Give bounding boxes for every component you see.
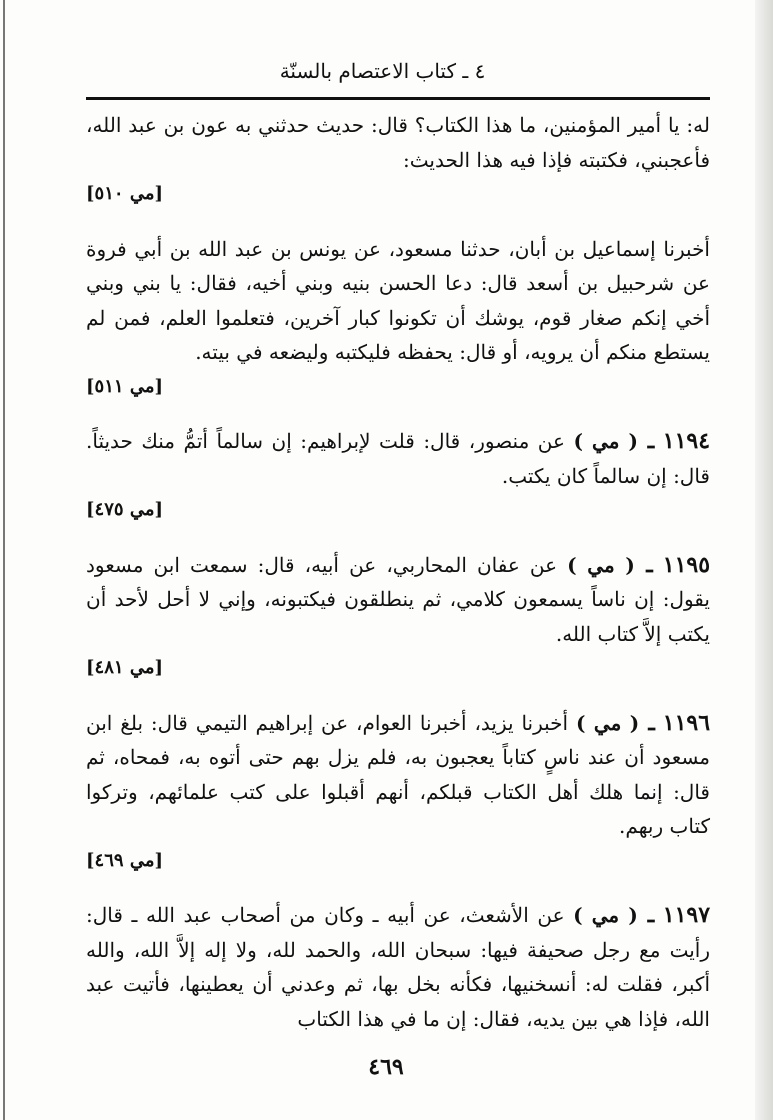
source-code: ( مي ) — [567, 552, 635, 577]
entry-text: عن منصور، قال: قلت لإبراهيم: إن سالماً أتمُّ منك حديثاً. قال: إن سالماً كان يكتب. — [86, 429, 710, 488]
source-code: ( مي ) — [575, 710, 640, 735]
hadith-entry-1196: ١١٩٦ ـ ( مي ) أخبرنا يزيد، أخبرنا العوام، عن إبراهيم التيمي قال: بلغ ابن مسعود أن عند ناسٍ كتاباً يعجبون به، فلم يزل بهم حتى أتوه به، فمحاه، ثم قال: إنما هلك أهل الكتاب قبلكم، أنهم أقبلوا على كتب علمائهم، وتركوا كتاب ربهم. [مي ٤٦٩] — [86, 706, 710, 879]
binding-shadow — [755, 0, 773, 1120]
entry-text: عن الأشعث، عن أبيه ـ وكان من أصحاب عبد الله ـ قال: رأيت مع رجل صحيفة فيها: سبحان الله، والحمد لله، ولا إله إلاَّ الله، والله أكبر، فقلت له: أنسخنيها، فكأنه بخل بها، ثم وعدني أن يعطينها، فأتيت عبد الله، فإذا هي بين يديه، فقال: إن ما في هذا الكتاب — [86, 903, 710, 1031]
hadith-number: ١١٩٤ — [662, 428, 711, 454]
source-code: ( مي ) — [573, 429, 638, 453]
entry-text: أخبرنا يزيد، أخبرنا العوام، عن إبراهيم التيمي قال: بلغ ابن مسعود أن عند ناسٍ كتاباً يعجبون به، فلم يزل بهم حتى أتوه به، فمحاه، ثم قال: إنما هلك أهل الكتاب قبلكم، أنهم أقبلوا على كتب علمائهم، وتركوا كتاب ربهم. — [86, 710, 710, 838]
entry-text: أخبرنا إسماعيل بن أبان، حدثنا مسعود، عن يونس بن عبد الله بن أبي فروة عن شرحبيل بن أسعد قال: دعا الحسن بنيه وبني أخيه، فقال: يا بني وبني أخي إنكم صغار قوم، يوشك أن تكونوا كبار آخرين، فتعلموا العلم، فمن لم يستطع منكم أن يرويه، أو قال: يحفظه فليكتبه وليضعه في بيته. — [86, 236, 710, 364]
running-header: ٤ ـ كتاب الاعتصام بالسنّة — [279, 59, 486, 83]
reference-tag: [مي ٥١٠] — [86, 183, 163, 204]
reference-tag: [مي ٤٦٩] — [86, 849, 163, 871]
hadith-entry-1195: ١١٩٥ ـ ( مي ) عن عفان المحاربي، عن أبيه، قال: سمعت ابن مسعود يقول: إن ناساً يسمعون كلامي، ثم ينطلقون فيكتبونه، وإني لا أحل لأحد أن يكتب إلاَّ كتاب الله. [مي ٤٨١] — [86, 548, 710, 686]
hadith-entry-1197: ١١٩٧ ـ ( مي ) عن الأشعث، عن أبيه ـ وكان من أصحاب عبد الله ـ قال: رأيت مع رجل صحيفة فيها: سبحان الله، والحمد لله، ولا إله إلاَّ الله، والله أكبر، فقلت له: أنسخنيها، فكأنه بخل بها، ثم وعدني أن يعطينها، فأتيت عبد الله، فإذا هي بين يديه، فقال: إن ما في هذا الكتاب — [86, 902, 711, 1031]
reference-tag: [مي ٥١١] — [86, 375, 163, 397]
reference-tag: [مي ٤٧٥] — [86, 499, 163, 520]
reference-tag: [مي ٤٨١] — [86, 657, 163, 678]
header-rule — [86, 97, 710, 100]
hadith-entry-1194: ١١٩٤ ـ ( مي ) عن منصور، قال: قلت لإبراهيم: إن سالماً أتمُّ منك حديثاً. قال: إن سالماً كان يكتب. [مي ٤٧٥] — [86, 424, 710, 528]
entry-text: له: يا أمير المؤمنين، ما هذا الكتاب؟ قال: حديث حدثني به عون بن عبد الله، فأعجبني، فكتبته فإذا فيه هذا الحديث: — [86, 113, 710, 172]
source-code: ( مي ) — [573, 903, 638, 927]
body-text — [86, 108, 710, 1056]
hadith-number: ١١٩٥ — [662, 551, 711, 578]
left-edge-line — [3, 0, 5, 1120]
hadith-number: ١١٩٦ — [662, 709, 711, 736]
entry-chain — [86, 232, 710, 405]
entry-continuation — [86, 108, 710, 212]
entry-text: عن عفان المحاربي، عن أبيه، قال: سمعت ابن مسعود يقول: إن ناساً يسمعون كلامي، ثم ينطلقون فيكتبونه، وإني لا أحل لأحد أن يكتب إلاَّ كتاب الله. — [86, 552, 710, 646]
hadith-number: ١١٩٧ — [662, 902, 711, 928]
page-number: ٤٦٩ — [368, 1054, 404, 1080]
